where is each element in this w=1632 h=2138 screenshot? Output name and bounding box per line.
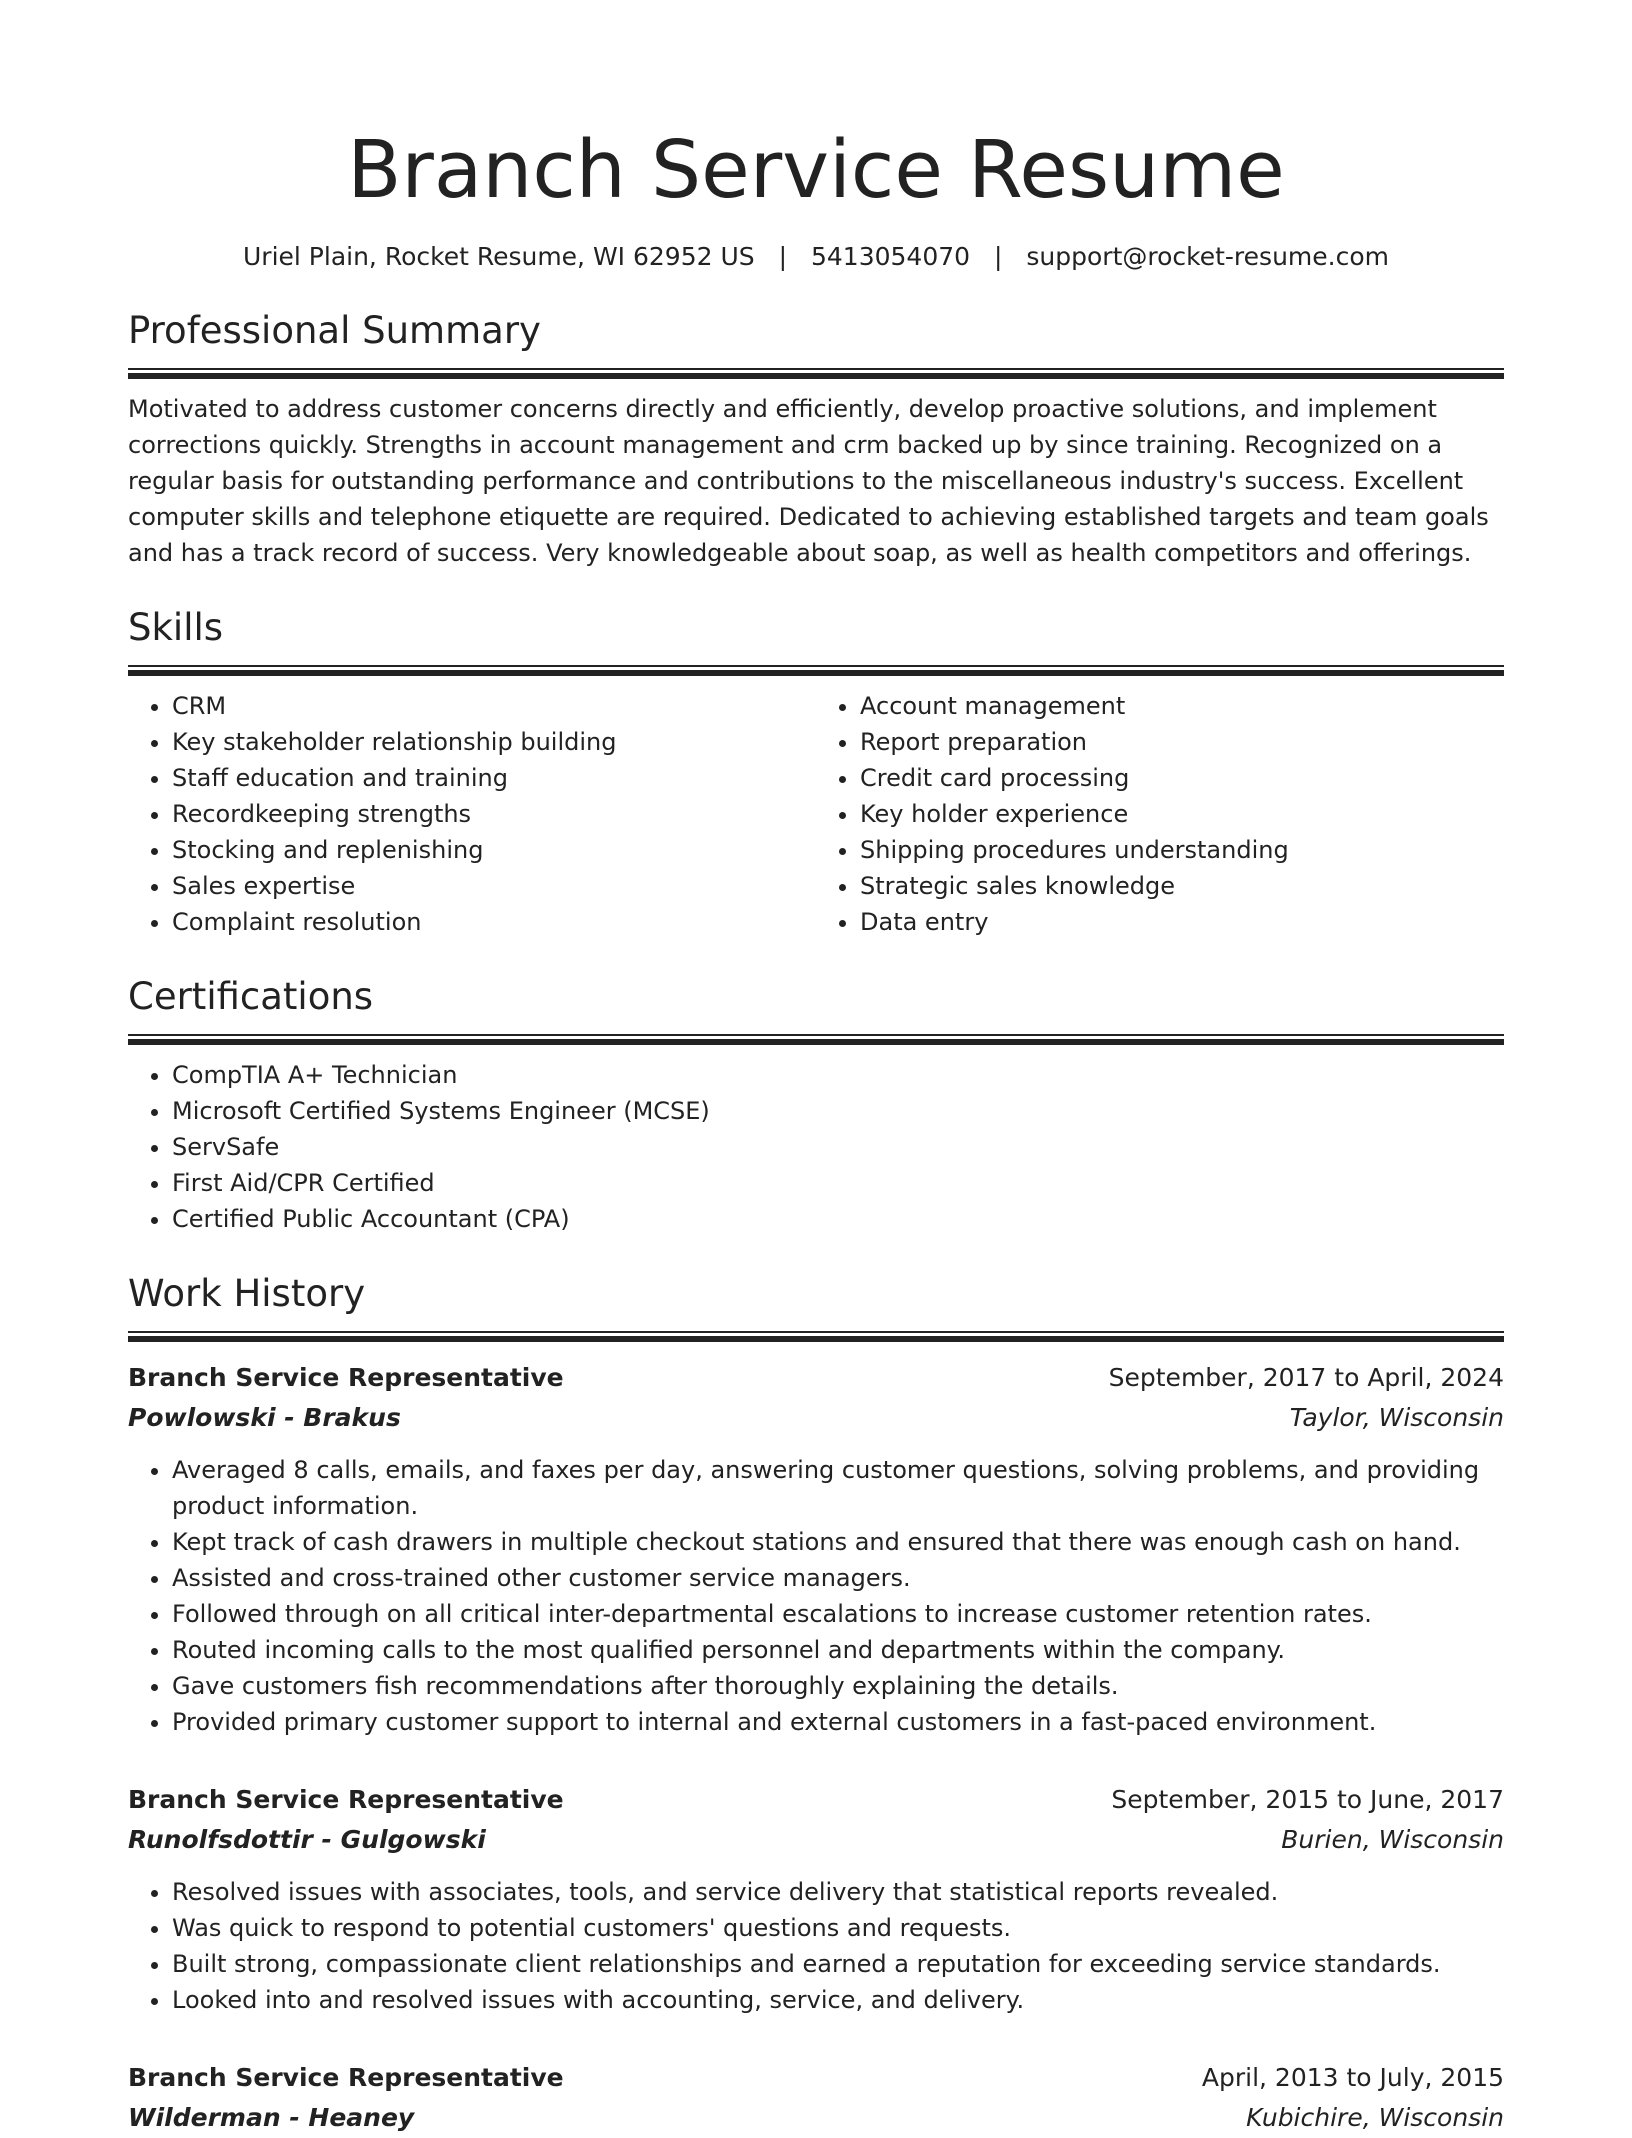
- job-bullet: • Provided primary customer support to internal and external customers in a fast-paced environment.: [172, 1704, 1504, 1740]
- skill-item: • Recordkeeping strengths: [172, 796, 816, 832]
- job-header-row: [128, 1780, 1504, 1820]
- skill-item: • Data entry: [860, 904, 1504, 940]
- skill-item: • Account management: [860, 688, 1504, 724]
- summary-section: [128, 308, 1504, 571]
- job-title: Branch Service Representative: [128, 2063, 564, 2092]
- section-divider: [128, 665, 1504, 676]
- section-divider: [128, 1331, 1504, 1342]
- job-bullet: • Routed incoming calls to the most qualified personnel and departments within the company.: [172, 1632, 1504, 1668]
- job-dates: April, 2013 to July, 2015: [1201, 2063, 1504, 2092]
- job-bullets: [128, 1452, 1504, 1740]
- skills-columns: [128, 688, 1504, 940]
- contact-email: support@rocket-resume.com: [1026, 242, 1389, 271]
- skill-item: • Stocking and replenishing: [172, 832, 816, 868]
- job-bullet: • Assisted and cross-trained other customer service managers.: [172, 1560, 1504, 1596]
- certifications-section: [128, 974, 1504, 1237]
- contact-address: Uriel Plain, Rocket Resume, WI 62952 US: [243, 242, 755, 271]
- work-history-section: [128, 1271, 1504, 2138]
- job-company: Wilderman - Heaney: [128, 2103, 415, 2132]
- job-bullet: • Looked into and resolved issues with accounting, service, and delivery.: [172, 1982, 1504, 2018]
- section-title-work-history: Work History: [128, 1272, 366, 1315]
- job-title: Branch Service Representative: [128, 1785, 564, 1814]
- skill-item: • Strategic sales knowledge: [860, 868, 1504, 904]
- skill-item: • Report preparation: [860, 724, 1504, 760]
- certification-item: • ServSafe: [172, 1129, 1504, 1165]
- job-title: Branch Service Representative: [128, 1363, 564, 1392]
- contact-separator: |: [778, 242, 788, 271]
- job-header-row: [128, 1358, 1504, 1398]
- contact-line: [128, 240, 1504, 274]
- section-divider: [128, 1034, 1504, 1045]
- certification-item: • CompTIA A+ Technician: [172, 1057, 1504, 1093]
- job-bullet: • Built strong, compassionate client relationships and earned a reputation for exceeding service standards.: [172, 1946, 1504, 1982]
- job-header-row: [128, 2058, 1504, 2098]
- job-bullet: • Gave customers fish recommendations after thoroughly explaining the details.: [172, 1668, 1504, 1704]
- skill-item: • Shipping procedures understanding: [860, 832, 1504, 868]
- certifications-list: [128, 1057, 1504, 1237]
- skills-right-list: [816, 688, 1504, 940]
- skill-item: • Staff education and training: [172, 760, 816, 796]
- skill-item: • Key stakeholder relationship building: [172, 724, 816, 760]
- job-dates: September, 2015 to June, 2017: [1111, 1785, 1504, 1814]
- job-bullets: [128, 1874, 1504, 2018]
- skills-left-list: [128, 688, 816, 940]
- job-company: Powlowski - Brakus: [128, 1403, 401, 1432]
- job-bullet: • Kept track of cash drawers in multiple checkout stations and ensured that there was enough cash on hand.: [172, 1524, 1504, 1560]
- section-title-skills: Skills: [128, 606, 224, 649]
- job-bullet: • Was quick to respond to potential customers' questions and requests.: [172, 1910, 1504, 1946]
- job-bullet: • Resolved issues with associates, tools, and service delivery that statistical reports revealed.: [172, 1874, 1504, 1910]
- contact-phone: 5413054070: [810, 242, 971, 271]
- skill-item: • Key holder experience: [860, 796, 1504, 832]
- job-bullet: • Followed through on all critical inter-departmental escalations to increase customer retention rates.: [172, 1596, 1504, 1632]
- job-location: Taylor, Wisconsin: [1289, 1403, 1504, 1432]
- certification-item: • Microsoft Certified Systems Engineer (MCSE): [172, 1093, 1504, 1129]
- summary-text: Motivated to address customer concerns directly and efficiently, develop proactive solutions, and implement corrections quickly. Strengths in account management and crm backed up by since training. Recognized on a regular basis for outstanding performance and contributions to the miscellaneous industry's success. Excellent computer skills and telephone etiquette are required. Dedicated to achieving established targets and team goals and has a track record of success. Very knowledgeable about soap, as well as health competitors and offerings.: [128, 395, 1489, 567]
- contact-separator: |: [994, 242, 1003, 271]
- skill-item: • Credit card processing: [860, 760, 1504, 796]
- job-location: Kubichire, Wisconsin: [1246, 2103, 1504, 2132]
- section-title-summary: Professional Summary: [128, 309, 541, 352]
- job-company-row: [128, 2098, 1504, 2138]
- job-entry: [128, 1780, 1504, 2018]
- certification-item: • Certified Public Accountant (CPA): [172, 1201, 1504, 1237]
- skill-item: • Sales expertise: [172, 868, 816, 904]
- job-company-row: [128, 1820, 1504, 1860]
- job-company-row: [128, 1398, 1504, 1438]
- section-divider: [128, 368, 1504, 379]
- skill-item: • CRM: [172, 688, 816, 724]
- certification-item: • First Aid/CPR Certified: [172, 1165, 1504, 1201]
- job-bullet: • Averaged 8 calls, emails, and faxes per day, answering customer questions, solving problems, and providing product information.: [172, 1452, 1504, 1524]
- skill-item: • Complaint resolution: [172, 904, 816, 940]
- job-entry: [128, 1358, 1504, 1740]
- job-dates: September, 2017 to April, 2024: [1108, 1363, 1504, 1392]
- job-entry: [128, 2058, 1504, 2138]
- skills-section: [128, 605, 1504, 940]
- job-location: Burien, Wisconsin: [1281, 1825, 1504, 1854]
- resume-title: Branch Service Resume: [347, 124, 1285, 216]
- section-title-certifications: Certifications: [128, 975, 374, 1018]
- job-company: Runolfsdottir - Gulgowski: [128, 1825, 486, 1854]
